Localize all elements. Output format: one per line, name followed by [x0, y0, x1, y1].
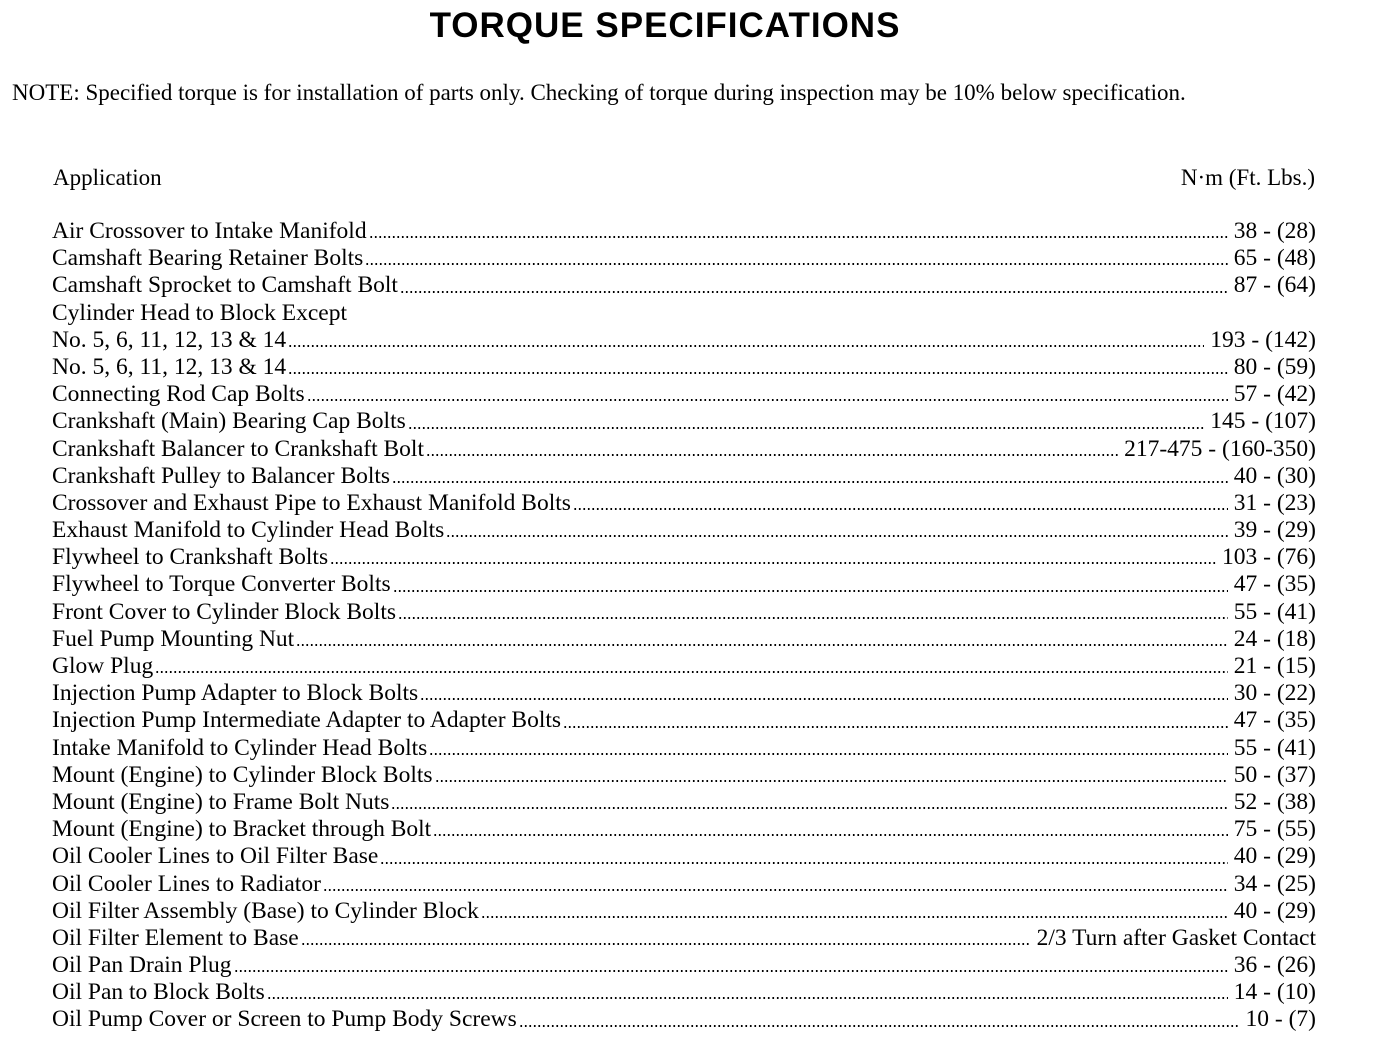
spec-application: Camshaft Bearing Retainer Bolts [52, 245, 364, 272]
spec-application: Air Crossover to Intake Manifold [52, 218, 367, 244]
spec-row [52, 544, 1316, 571]
spec-row [52, 517, 1316, 544]
spec-application: Oil Pump Cover or Screen to Pump Body Screws [52, 1006, 517, 1033]
spec-torque-value: 65 - (48) [1233, 245, 1316, 272]
spec-torque-value: 55 - (41) [1233, 734, 1316, 761]
spec-row [52, 571, 1316, 598]
spec-torque-value: 103 - (76) [1222, 544, 1316, 571]
dot-leader [288, 372, 1228, 374]
spec-application: Flywheel to Crankshaft Bolts [52, 544, 329, 571]
dot-leader [429, 753, 1227, 755]
spec-torque-value: 55 - (41) [1233, 598, 1316, 625]
spec-application: Crankshaft Balancer to Crankshaft Bolt [52, 435, 424, 462]
spec-torque-value: 34 - (25) [1233, 870, 1316, 897]
spec-application: Exhaust Manifold to Cylinder Head Bolts [52, 517, 445, 544]
spec-torque-value: 80 - (59) [1233, 353, 1316, 380]
spec-torque-value: 47 - (35) [1233, 571, 1316, 598]
page-title: TORQUE SPECIFICATIONS [429, 6, 901, 45]
spec-torque-value: 39 - (29) [1233, 517, 1316, 544]
spec-torque-value: 36 - (26) [1233, 952, 1316, 979]
dot-leader [481, 916, 1228, 918]
spec-application: Mount (Engine) to Frame Bolt Nuts [52, 788, 390, 815]
spec-application: Oil Filter Element to Base [52, 924, 299, 951]
dot-leader [380, 862, 1227, 864]
spec-torque-value: 52 - (38) [1233, 788, 1316, 815]
spec-application: Intake Manifold to Cylinder Head Bolts [52, 734, 428, 761]
spec-application: No. 5, 6, 11, 12, 13 & 14 [52, 353, 287, 380]
dot-leader [392, 481, 1228, 483]
spec-torque-value: 57 - (42) [1233, 381, 1316, 408]
spec-application: Oil Pan to Block Bolts [52, 979, 265, 1006]
spec-row [52, 381, 1316, 408]
dot-leader [393, 590, 1228, 592]
dot-leader [234, 970, 1228, 972]
spec-row [52, 436, 1316, 463]
dot-leader [288, 345, 1204, 347]
dot-leader [426, 454, 1118, 456]
spec-application: Oil Pan Drain Plug [52, 952, 232, 979]
application-column-header: Application [53, 165, 162, 190]
spec-application: Oil Cooler Lines to Oil Filter Base [52, 843, 379, 870]
spec-row [52, 218, 1316, 245]
spec-row [52, 1006, 1316, 1033]
dot-leader [369, 236, 1228, 238]
spec-application: Crankshaft (Main) Bearing Cap Bolts [52, 408, 406, 435]
dot-leader [330, 562, 1216, 564]
spec-application: Camshaft Sprocket to Camshaft Bolt [52, 272, 398, 299]
spec-row [52, 599, 1316, 626]
spec-torque-value: 217-475 - (160-350) [1124, 435, 1316, 462]
spec-row [52, 354, 1316, 381]
spec-application: Mount (Engine) to Bracket through Bolt [52, 816, 432, 843]
spec-torque-value: 30 - (22) [1233, 680, 1316, 707]
dot-leader [433, 834, 1228, 836]
spec-row [52, 898, 1316, 925]
dot-leader [391, 807, 1227, 809]
spec-application: Oil Cooler Lines to Radiator [52, 870, 321, 897]
spec-torque-value: 40 - (30) [1233, 462, 1316, 489]
spec-application: Mount (Engine) to Cylinder Block Bolts [52, 761, 433, 788]
spec-row [52, 408, 1316, 435]
spec-application: Flywheel to Torque Converter Bolts [52, 571, 391, 598]
dot-leader [267, 997, 1228, 999]
spec-row [52, 680, 1316, 707]
spec-torque-value: 50 - (37) [1233, 761, 1316, 788]
spec-row [52, 735, 1316, 762]
spec-row [52, 327, 1316, 354]
spec-torque-value: 75 - (55) [1233, 816, 1316, 843]
spec-row [52, 979, 1316, 1006]
dot-leader [301, 943, 1031, 945]
spec-torque-value: 40 - (29) [1233, 897, 1316, 924]
dot-leader [296, 644, 1228, 646]
spec-application: Crossover and Exhaust Pipe to Exhaust Manifold Bolts [52, 489, 571, 516]
spec-row [52, 463, 1316, 490]
torque-spec-list [52, 218, 1316, 1034]
spec-application: Cylinder Head to Block Except [52, 299, 347, 326]
spec-torque-value: 10 - (7) [1245, 1006, 1316, 1033]
dot-leader [365, 263, 1227, 265]
spec-row [52, 490, 1316, 517]
spec-torque-value: 2/3 Turn after Gasket Contact [1036, 924, 1316, 951]
spec-row [52, 925, 1316, 952]
torque-column-header: N·m (Ft. Lbs.) [1180, 165, 1315, 190]
spec-row [52, 871, 1316, 898]
spec-row [52, 272, 1316, 299]
spec-torque-value: 47 - (35) [1233, 707, 1316, 734]
spec-application: Crankshaft Pulley to Balancer Bolts [52, 462, 391, 489]
dot-leader [398, 617, 1228, 619]
spec-torque-value: 24 - (18) [1233, 625, 1316, 652]
spec-row [52, 843, 1316, 870]
spec-torque-value: 145 - (107) [1210, 408, 1316, 435]
spec-application: Front Cover to Cylinder Block Bolts [52, 598, 397, 625]
spec-application: Fuel Pump Mounting Nut [52, 625, 295, 652]
spec-torque-value: 193 - (142) [1210, 326, 1316, 353]
spec-row [52, 789, 1316, 816]
column-headers [53, 165, 1315, 191]
spec-torque-value: 40 - (29) [1233, 843, 1316, 870]
spec-row [52, 952, 1316, 979]
dot-leader [563, 726, 1228, 728]
spec-torque-value: 21 - (15) [1233, 653, 1316, 679]
dot-leader [573, 508, 1228, 510]
installation-note: NOTE: Specified torque is for installation of parts only. Checking of torque during inspection may be 10% below specification. [12, 80, 1186, 105]
dot-leader [307, 399, 1228, 401]
spec-row [52, 626, 1316, 653]
spec-application: Oil Filter Assembly (Base) to Cylinder Block [52, 897, 479, 924]
dot-leader [435, 780, 1228, 782]
spec-torque-value: 14 - (10) [1233, 979, 1316, 1006]
spec-torque-value: 38 - (28) [1233, 218, 1316, 244]
spec-application: Connecting Rod Cap Bolts [52, 381, 305, 408]
dot-leader [519, 1025, 1240, 1027]
spec-torque-value: 87 - (64) [1233, 272, 1316, 299]
spec-row [52, 762, 1316, 789]
spec-row [52, 300, 1316, 327]
spec-application: No. 5, 6, 11, 12, 13 & 14 [52, 326, 287, 353]
dot-leader [323, 889, 1228, 891]
spec-application: Glow Plug [52, 653, 154, 679]
dot-leader [400, 291, 1228, 293]
dot-leader [446, 535, 1227, 537]
dot-leader [420, 698, 1228, 700]
dot-leader [155, 671, 1228, 673]
spec-torque-value: 31 - (23) [1233, 489, 1316, 516]
dot-leader [408, 427, 1205, 429]
spec-row [52, 707, 1316, 734]
spec-application: Injection Pump Adapter to Block Bolts [52, 680, 419, 707]
spec-row [52, 653, 1316, 680]
spec-row [52, 245, 1316, 272]
spec-row [52, 816, 1316, 843]
spec-application: Injection Pump Intermediate Adapter to Adapter Bolts [52, 707, 562, 734]
